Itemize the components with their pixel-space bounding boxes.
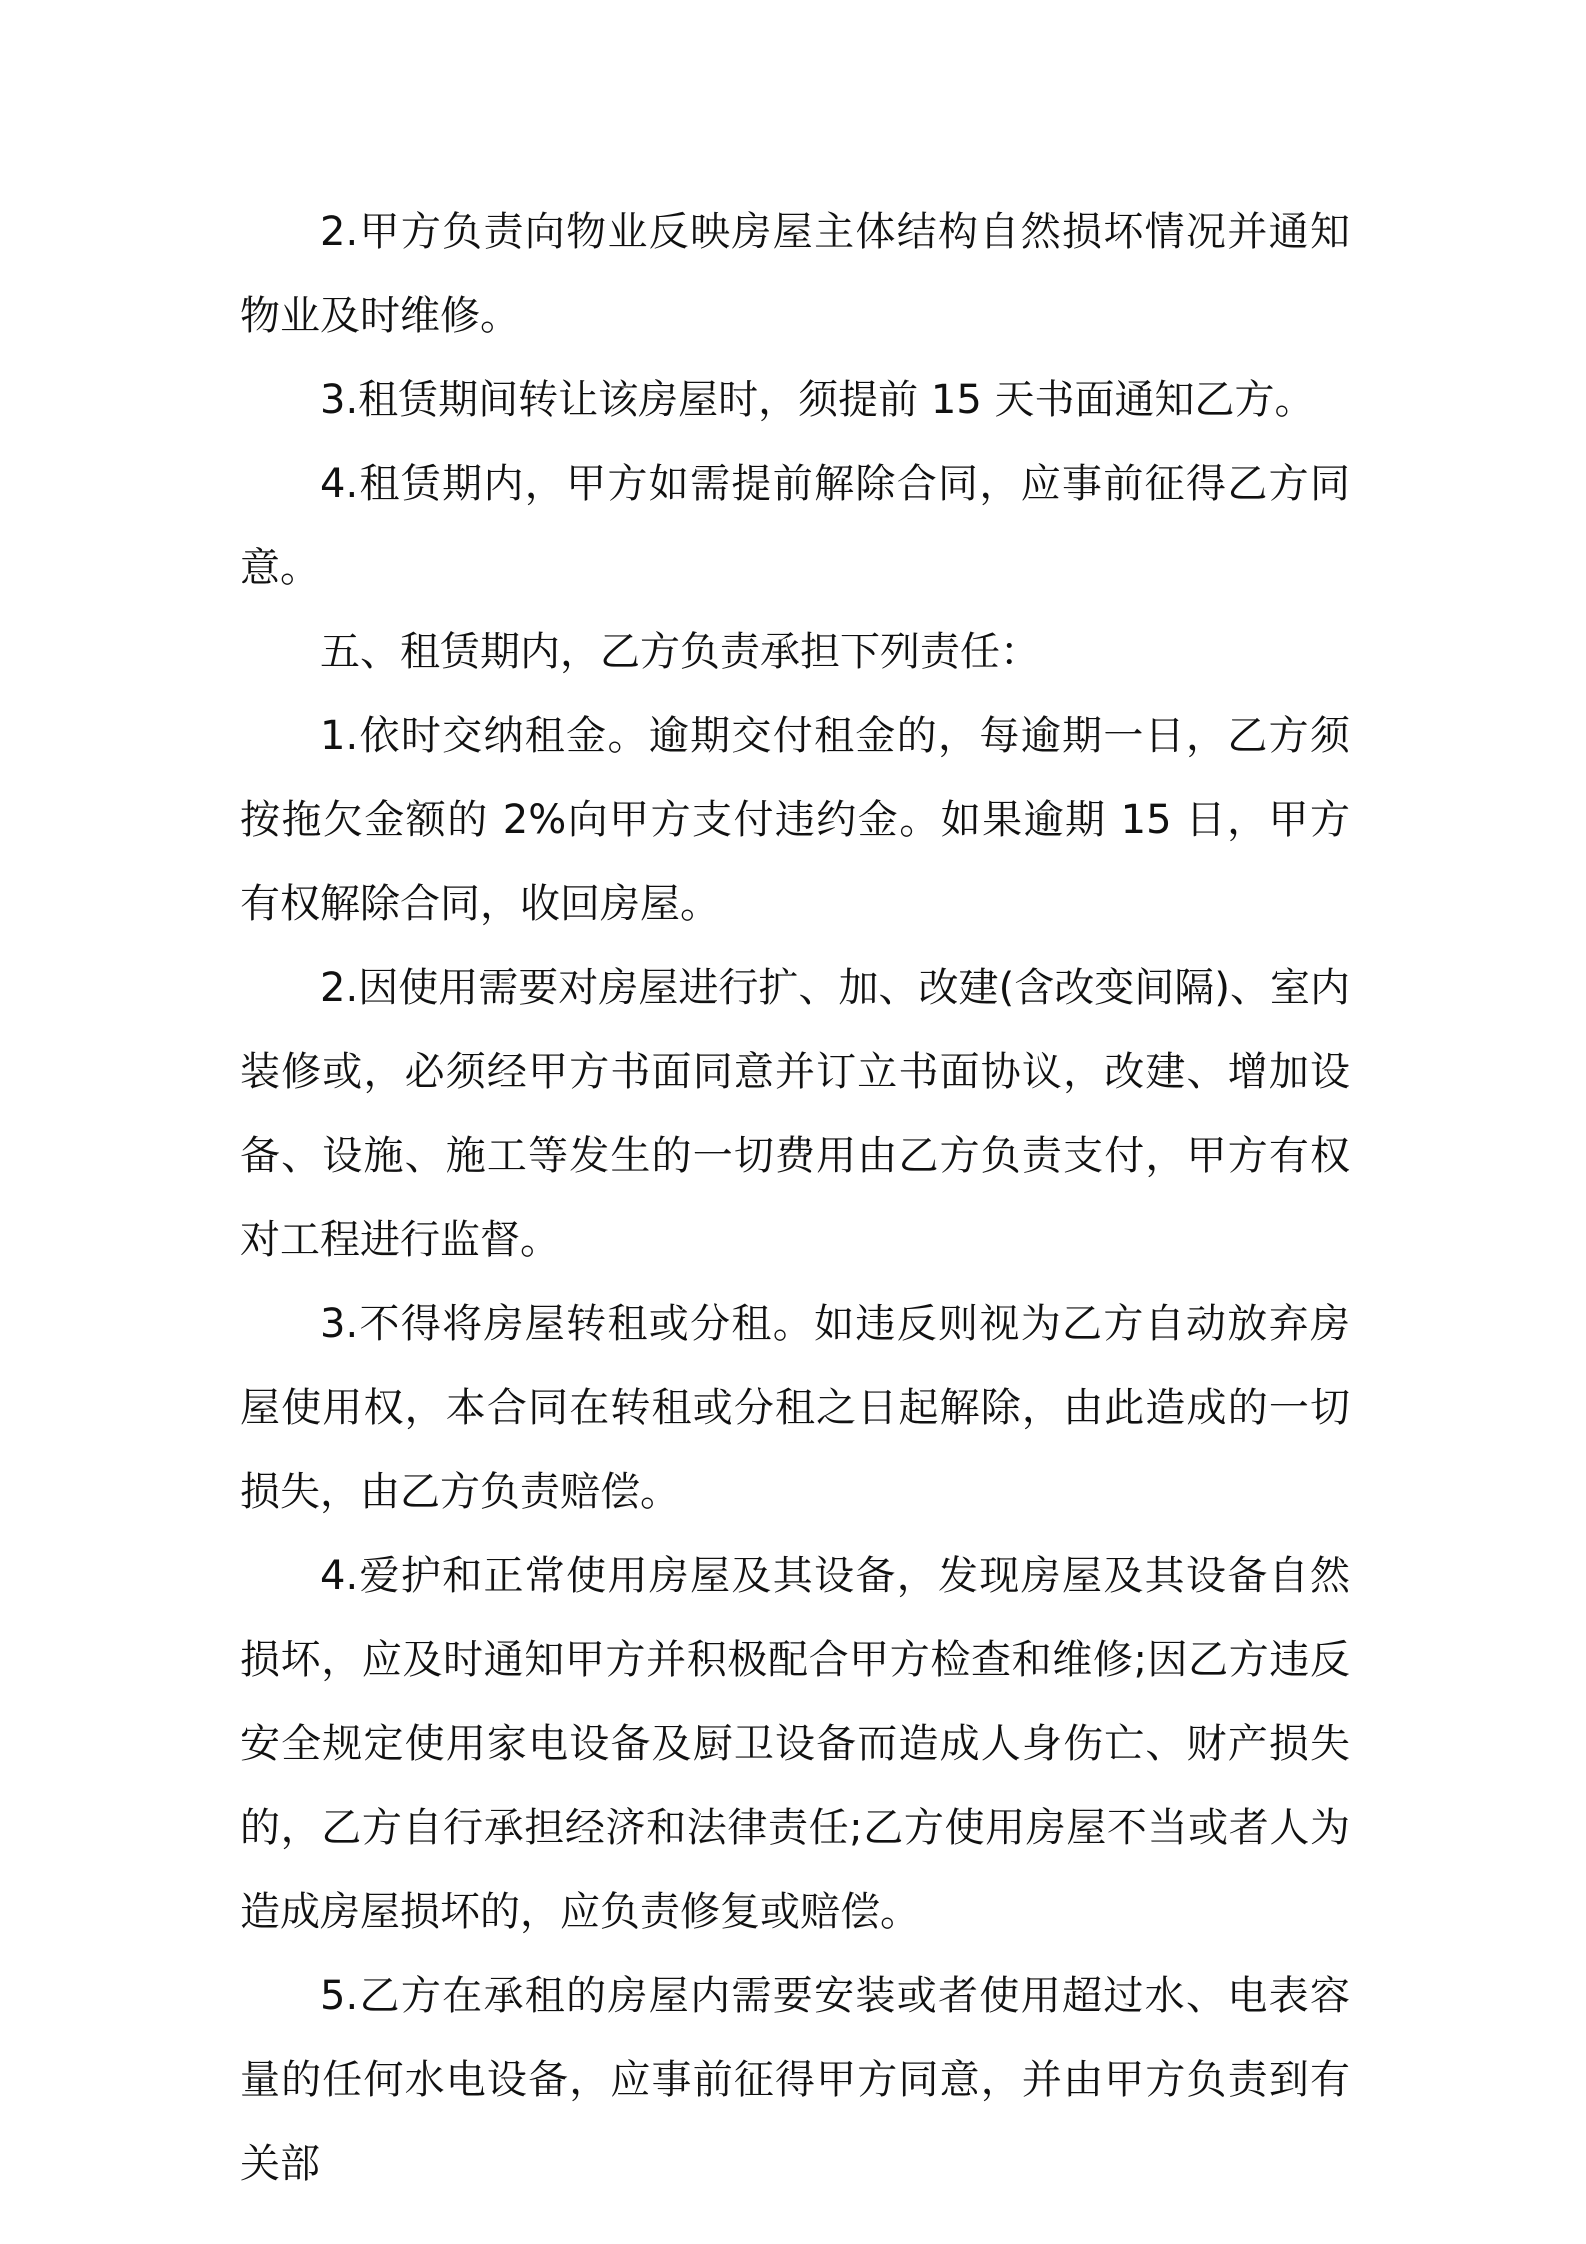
paragraph-landlord-clause-3: 3.租赁期间转让该房屋时，须提前 15 天书面通知乙方。 xyxy=(320,377,1315,423)
paragraph-tenant-clause-3: 3.不得将房屋转租或分租。如违反则视为乙方自动放弃房屋使用权，本合同在转租或分租之日起解除，由此造成的一切损失，由乙方负责赔偿。 xyxy=(240,1301,1350,1515)
paragraph-tenant-clause-1: 1.依时交纳租金。逾期交付租金的，每逾期一日，乙方须按拖欠金额的 2%向甲方支付违约金。如果逾期 15 日，甲方有权解除合同，收回房屋。 xyxy=(240,713,1350,927)
section-heading-tenant-duties: 五、租赁期内，乙方负责承担下列责任： xyxy=(320,629,1040,675)
paragraph-tenant-clause-2: 2.因使用需要对房屋进行扩、加、改建(含改变间隔)、室内装修或，必须经甲方书面同意并订立书面协议，改建、增加设备、设施、施工等发生的一切费用由乙方负责支付，甲方有权对工程进行监督。 xyxy=(240,965,1350,1263)
paragraph-landlord-clause-4: 4.租赁期内，甲方如需提前解除合同，应事前征得乙方同意。 xyxy=(240,461,1350,591)
paragraph-tenant-clause-5: 5.乙方在承租的房屋内需要安装或者使用超过水、电表容量的任何水电设备，应事前征得甲方同意，并由甲方负责到有关部 xyxy=(240,1973,1350,2187)
paragraph-tenant-clause-4: 4.爱护和正常使用房屋及其设备，发现房屋及其设备自然损坏，应及时通知甲方并积极配合甲方检查和维修;因乙方违反安全规定使用家电设备及厨卫设备而造成人身伤亡、财产损失的，乙方自行承担经济和法律责任;乙方使用房屋不当或者人为造成房屋损坏的，应负责修复或赔偿。 xyxy=(240,1553,1350,1935)
paragraph-landlord-clause-2: 2.甲方负责向物业反映房屋主体结构自然损坏情况并通知物业及时维修。 xyxy=(240,209,1350,339)
document-body xyxy=(240,190,1350,2206)
